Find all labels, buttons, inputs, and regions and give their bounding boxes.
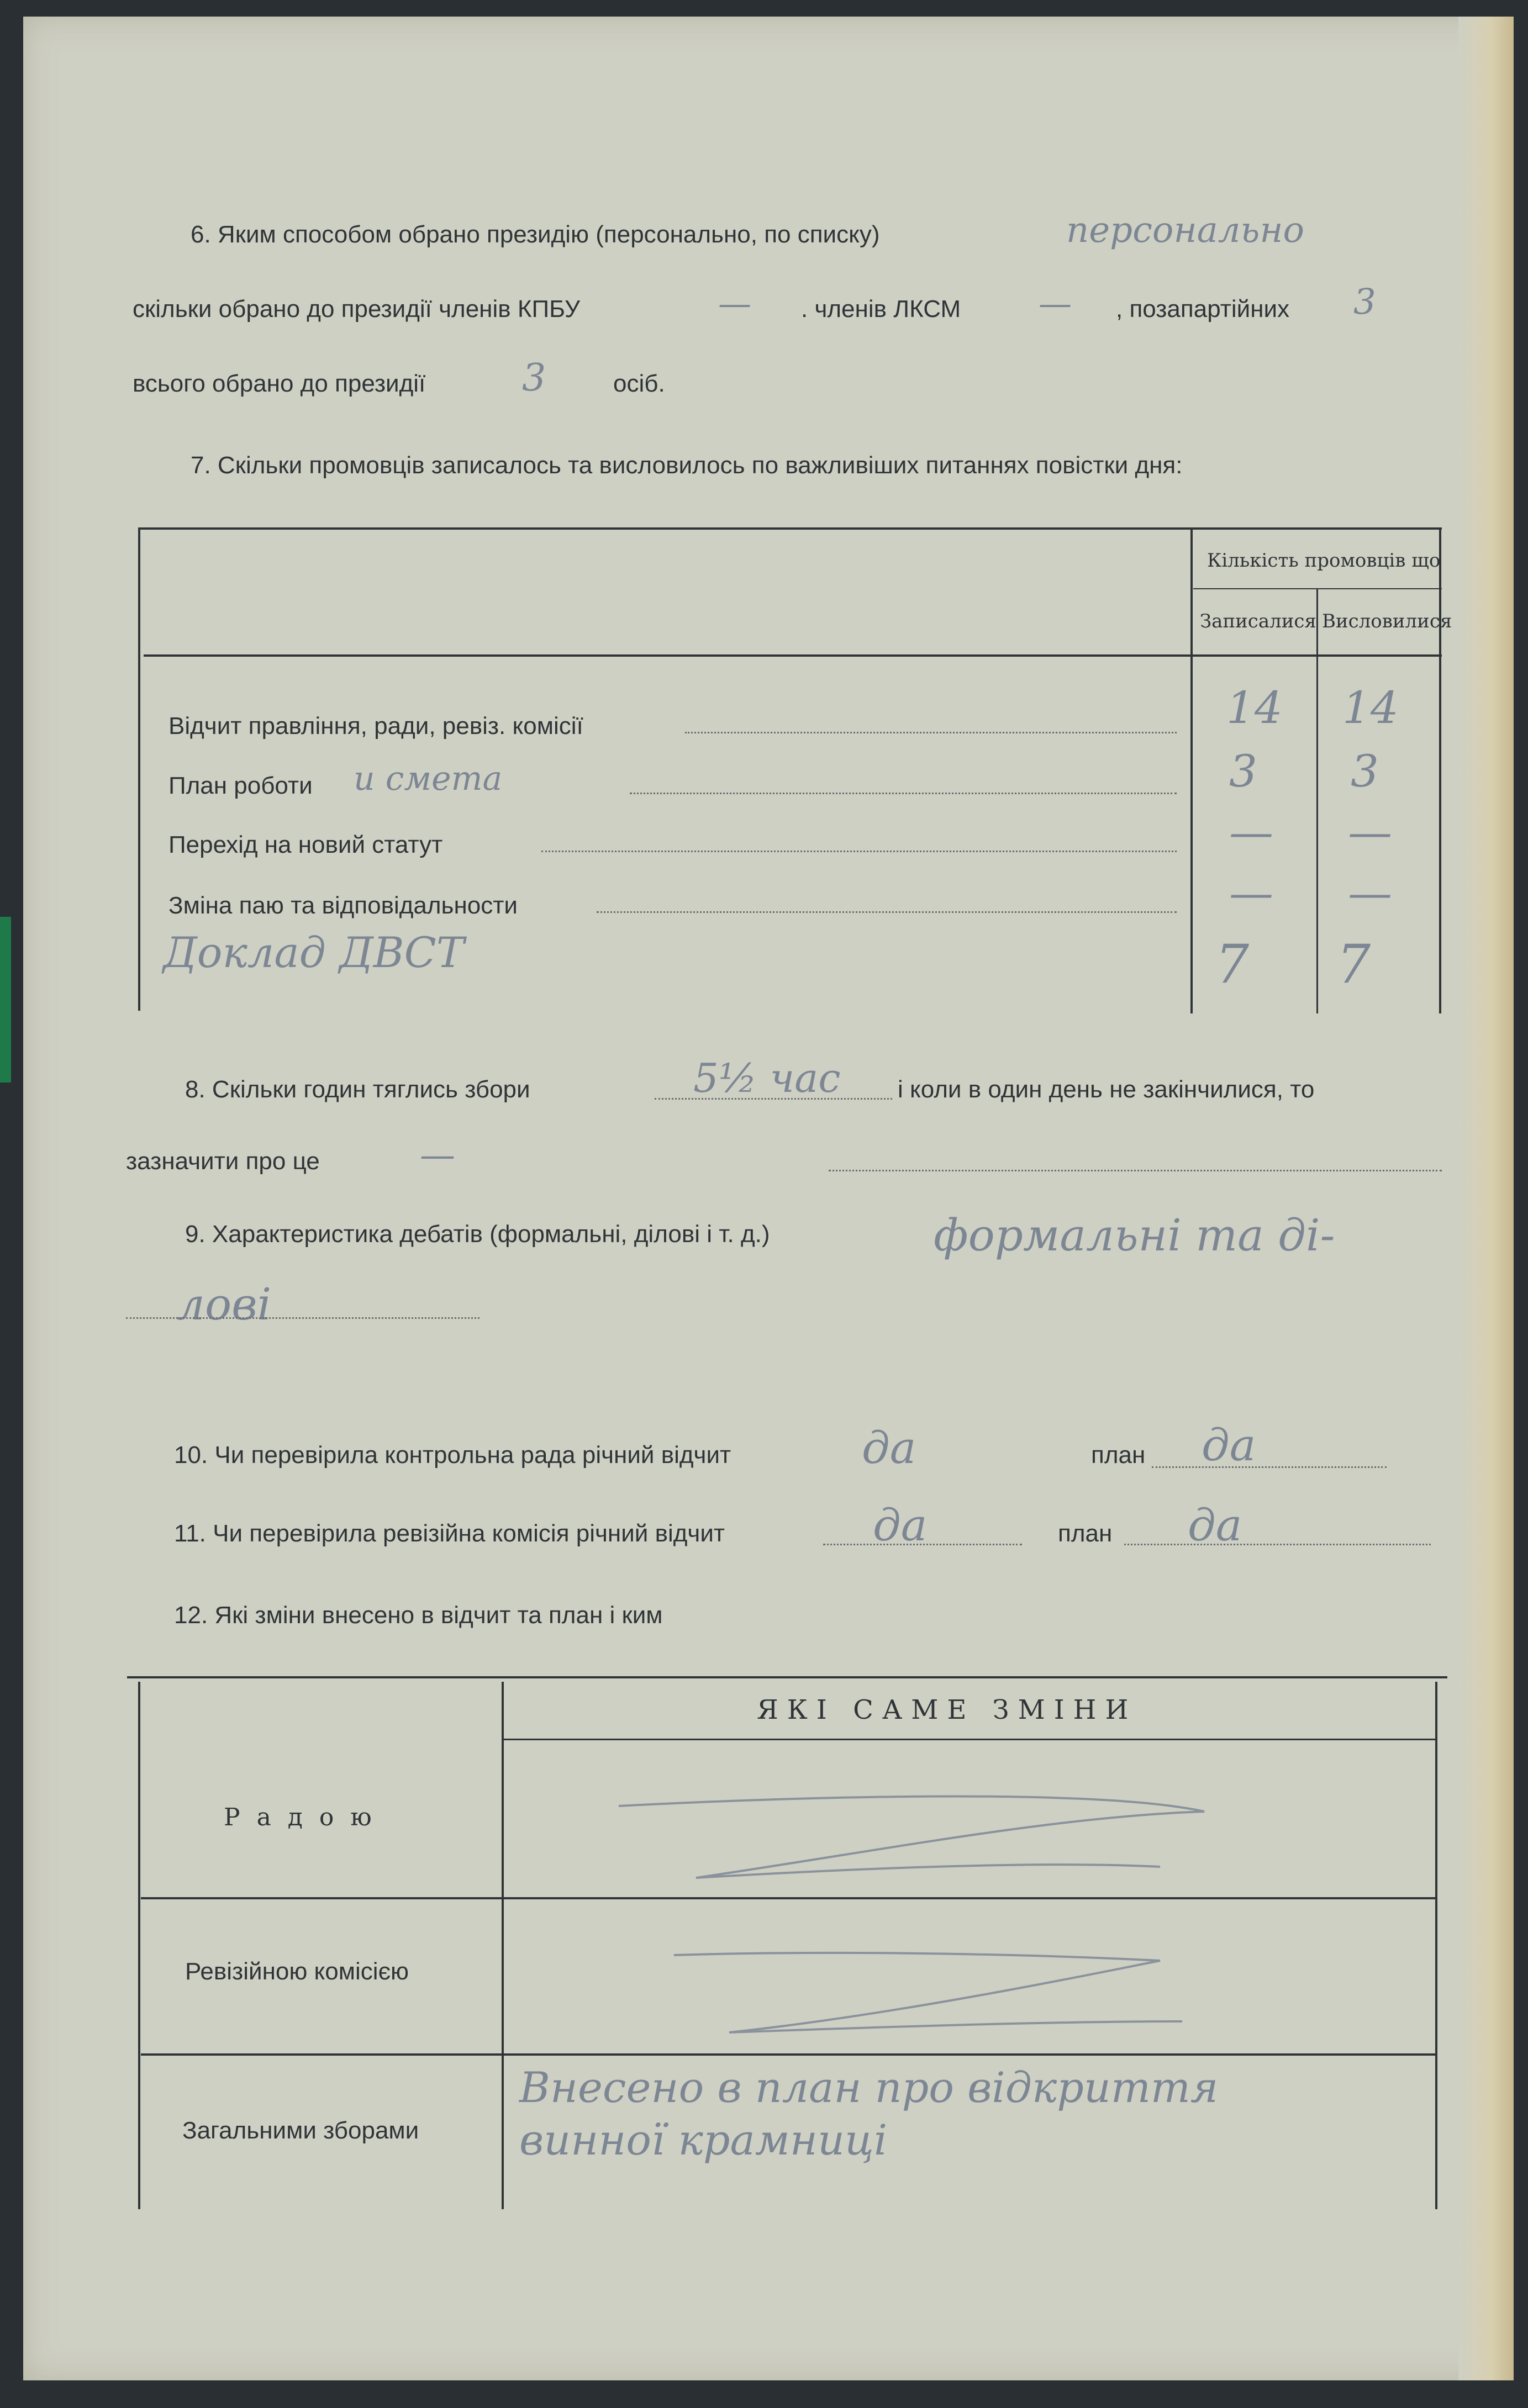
leader-dots bbox=[630, 793, 1177, 794]
q7-row-registered: 7 bbox=[1215, 933, 1250, 995]
changes-header-divider bbox=[504, 1739, 1437, 1740]
q12-text: 12. Які зміни внесено в відчит та план і ким bbox=[174, 1602, 663, 1629]
q10-plan-label: план bbox=[1091, 1441, 1146, 1469]
q7-col-registered: Записалися bbox=[1200, 610, 1316, 632]
q7-row-label: Відчит правління, ради, ревіз. комісії bbox=[168, 712, 583, 740]
q7-row-label: Перехід на новий статут bbox=[168, 831, 443, 858]
q7-table-right-border bbox=[1439, 527, 1441, 1013]
q6-lksm: — bbox=[1039, 284, 1072, 323]
q11-answer: да bbox=[873, 1499, 928, 1551]
q7-row-note: и смета bbox=[354, 759, 503, 798]
binder-strip bbox=[0, 917, 11, 1082]
q7-row-registered: 14 bbox=[1226, 682, 1283, 733]
changes-general-value-b: винної крамниці bbox=[519, 2115, 888, 2164]
changes-row-label-council: Р а д о ю bbox=[224, 1803, 376, 1831]
q6-kpbu: — bbox=[718, 284, 751, 323]
q7-table-top-border bbox=[138, 527, 1442, 530]
q11-plan: да bbox=[1188, 1499, 1242, 1551]
leader-dots bbox=[685, 732, 1177, 733]
changes-header: ЯКІ САМЕ ЗМІНИ bbox=[757, 1694, 1137, 1725]
page-edge bbox=[1458, 17, 1514, 2380]
q6-line2-c: , позапартійних bbox=[1116, 295, 1290, 323]
q7-row-spoke: 7 bbox=[1337, 933, 1371, 995]
answer-line bbox=[126, 1317, 480, 1319]
q6-answer: персонально bbox=[1066, 210, 1305, 251]
q10-text: 10. Чи перевірила контрольна рада річний відчит bbox=[174, 1441, 731, 1469]
q7-row-note: Доклад ДВСТ bbox=[163, 928, 465, 977]
q7-table-col-divider bbox=[1190, 527, 1193, 1013]
q7-row-spoke: — bbox=[1348, 867, 1392, 918]
changes-row-divider bbox=[141, 2053, 1436, 2056]
q8-text-c: зазначити про це bbox=[126, 1148, 320, 1175]
q7-row-label: Зміна паю та відповідальности bbox=[168, 892, 518, 919]
strike-scribble bbox=[608, 1784, 1243, 1894]
changes-table-left-border bbox=[138, 1682, 140, 2209]
changes-row-label-general: Загальними зборами bbox=[182, 2117, 419, 2144]
q7-row-label: План роботи bbox=[168, 772, 313, 799]
q10-answer: да bbox=[862, 1422, 916, 1474]
q8-text-b: і коли в один день не закінчилися, то bbox=[898, 1076, 1315, 1103]
changes-table-right-border bbox=[1435, 1682, 1437, 2209]
answer-line bbox=[1152, 1466, 1387, 1468]
leader-dots bbox=[597, 911, 1177, 913]
changes-table-col-divider bbox=[502, 1682, 504, 2209]
q7-row-spoke: — bbox=[1348, 806, 1392, 858]
q8-answer: 5½ час bbox=[693, 1055, 841, 1101]
changes-row-divider bbox=[141, 1897, 1436, 1899]
changes-table-top-border bbox=[127, 1676, 1447, 1678]
q6-non-party: 3 bbox=[1353, 282, 1376, 323]
q11-text: 11. Чи перевірила ревізійна комісія річний відчит bbox=[174, 1520, 725, 1547]
q7-header-bottom-border bbox=[144, 654, 1442, 657]
q9-text: 9. Характеристика дебатів (формальні, ділові і т. д.) bbox=[185, 1221, 770, 1248]
q8-answer2: — bbox=[420, 1135, 455, 1176]
q9-answer-a: формальні та ді- bbox=[934, 1210, 1335, 1261]
q7-text: 7. Скільки промовців записалось та висловилось по важливіших питаннях повістки дня: bbox=[191, 452, 1183, 479]
q7-header-divider bbox=[1193, 588, 1442, 589]
q11-plan-label: план bbox=[1058, 1520, 1113, 1547]
leader-dots bbox=[541, 851, 1177, 852]
q7-row-spoke: 14 bbox=[1342, 682, 1399, 733]
strike-scribble bbox=[663, 1939, 1243, 2049]
q6-line3-b: осіб. bbox=[613, 370, 665, 397]
q6-line3-a: всього обрано до президії bbox=[133, 370, 426, 397]
q6-line2-b: . членів ЛКСМ bbox=[801, 295, 961, 323]
q6-line2-a: скільки обрано до президії членів КПБУ bbox=[133, 295, 580, 323]
q7-header: Кількість промовців що bbox=[1207, 550, 1441, 572]
changes-row-label-audit: Ревізійною комісією bbox=[185, 1958, 409, 1985]
q6-text: 6. Яким способом обрано президію (персонально, по списку) bbox=[191, 221, 880, 248]
q7-table-left-border bbox=[138, 527, 140, 1011]
q9-answer-b: лові bbox=[177, 1279, 272, 1330]
q8-text-a: 8. Скільки годин тяглись збори bbox=[185, 1076, 530, 1103]
q7-row-spoke: 3 bbox=[1351, 746, 1379, 797]
q7-row-registered: — bbox=[1229, 867, 1273, 918]
q7-row-registered: 3 bbox=[1229, 746, 1257, 797]
answer-line bbox=[829, 1170, 1442, 1171]
q6-total: 3 bbox=[522, 356, 546, 400]
q7-col-spoke: Висловилися bbox=[1322, 610, 1452, 632]
answer-line bbox=[1124, 1544, 1431, 1545]
changes-general-value-a: Внесено в план про відкриття bbox=[519, 2063, 1219, 2112]
q7-table-subcol-divider bbox=[1316, 588, 1318, 1013]
q7-row-registered: — bbox=[1229, 806, 1273, 858]
q10-plan: да bbox=[1202, 1419, 1256, 1471]
